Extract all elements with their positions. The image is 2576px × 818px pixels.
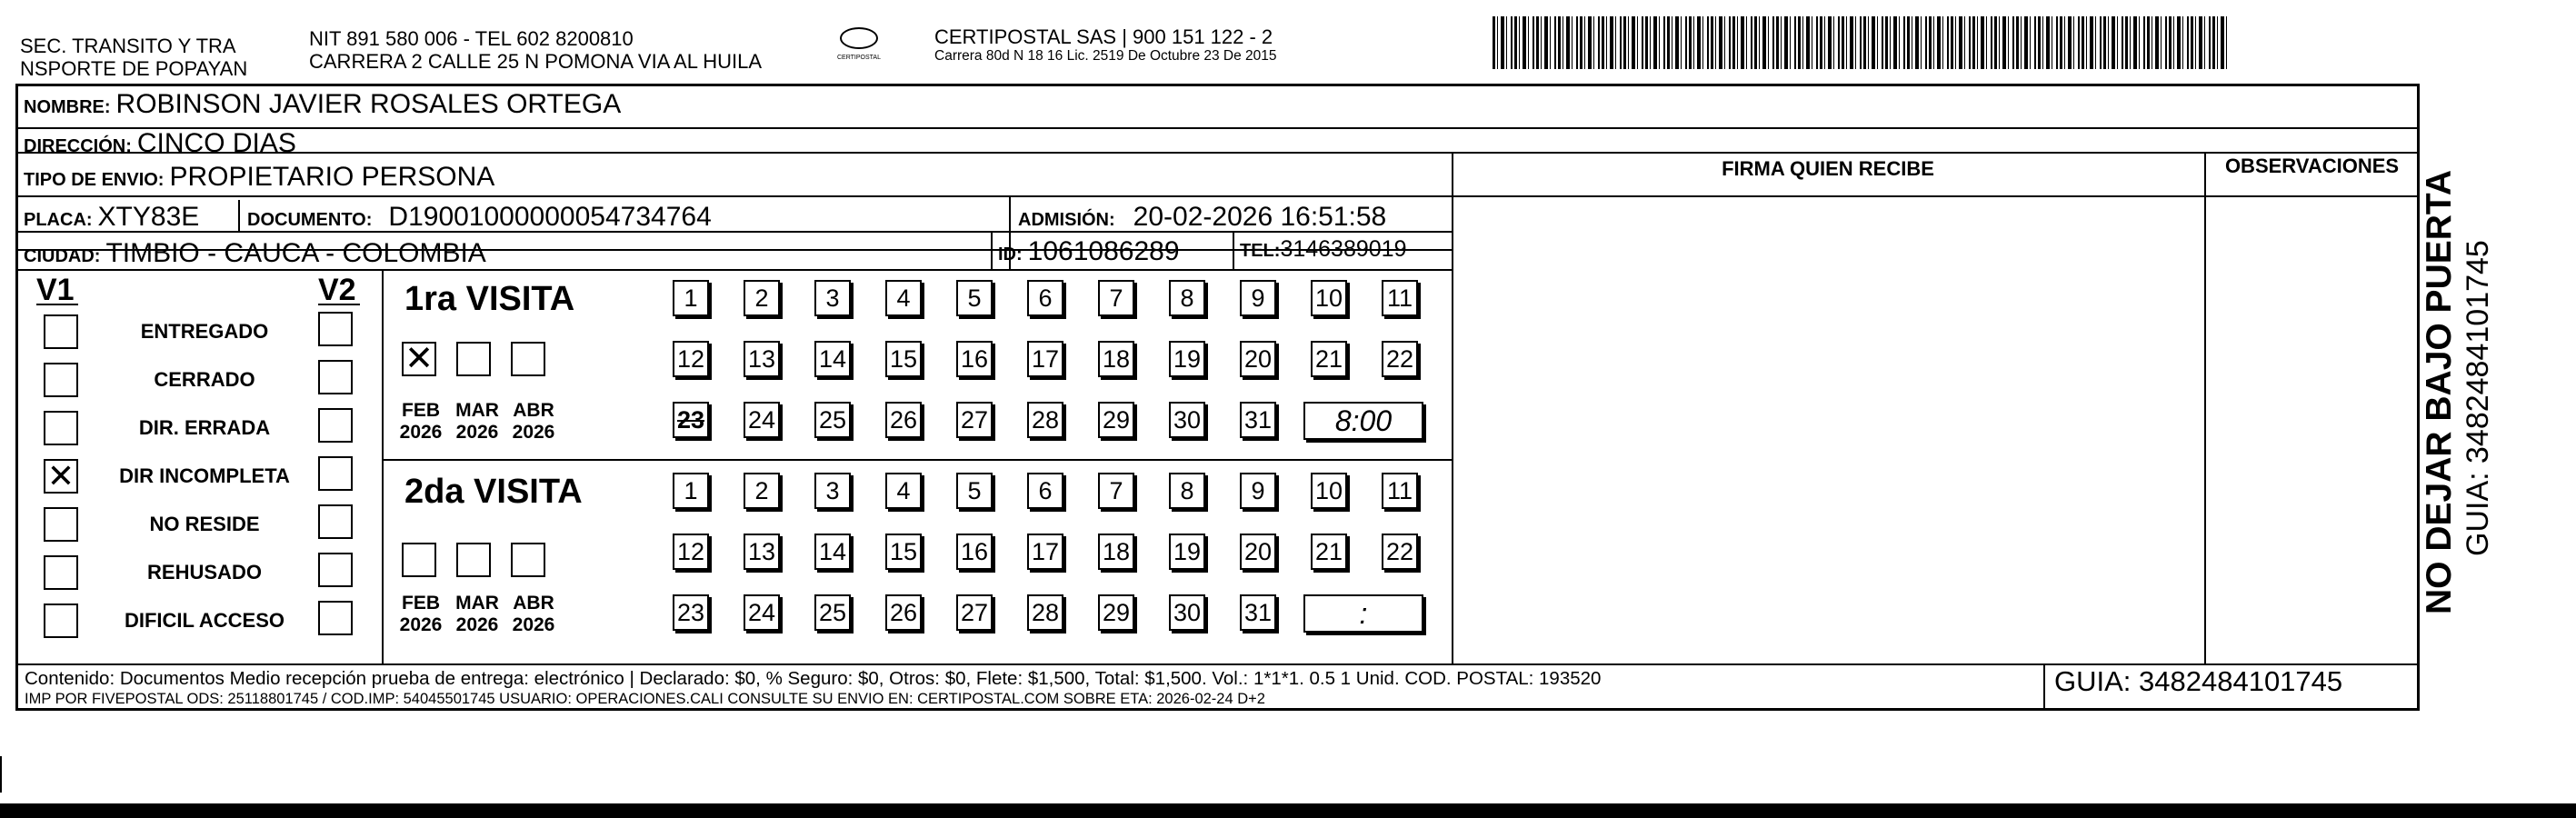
visit2-day-16[interactable]: 16: [956, 534, 993, 570]
status-v2-no-reside-checkbox[interactable]: [318, 504, 353, 539]
city-label: CIUDAD:: [24, 246, 101, 266]
city-value: TIMBIO - CAUCA - COLOMBIA: [105, 238, 486, 268]
id-row: [998, 236, 1180, 267]
visit1-day-16[interactable]: 16: [956, 341, 993, 377]
visit1-day-26[interactable]: 26: [885, 402, 922, 438]
plate-label: PLACA:: [24, 210, 93, 230]
signature-label: FIRMA QUIEN RECIBE: [1722, 157, 1934, 180]
visit2-day-15[interactable]: 15: [885, 534, 922, 570]
visit1-day-12[interactable]: 12: [673, 341, 709, 377]
visit2-day-26[interactable]: 26: [885, 594, 922, 631]
visit1-day-30[interactable]: 30: [1169, 402, 1205, 438]
visit-1-month-feb-label: FEB 2026: [399, 400, 443, 443]
id-value: 1061086289: [1027, 236, 1180, 266]
tel-row: [1240, 236, 1406, 263]
visit1-day-8[interactable]: 8: [1169, 280, 1205, 316]
visit-2-day-grid: [673, 473, 1427, 645]
status-v1-entregado-checkbox[interactable]: [44, 314, 78, 349]
observations-area[interactable]: [2207, 195, 2417, 662]
plate-row: [24, 202, 199, 233]
visit1-day-25[interactable]: 25: [814, 402, 851, 438]
visit1-day-19[interactable]: 19: [1169, 341, 1205, 377]
visit-2-title: 2da VISITA: [404, 473, 583, 511]
status-v1-no-reside-checkbox[interactable]: [44, 507, 78, 542]
status-v1-dir-errada-checkbox[interactable]: [44, 411, 78, 445]
visit2-day-2[interactable]: 2: [744, 473, 780, 509]
visit1-day-29[interactable]: 29: [1098, 402, 1134, 438]
visit-1-month-abr-label: ABR 2026: [512, 400, 555, 443]
status-v1-column: [44, 314, 78, 638]
visit1-day-31[interactable]: 31: [1240, 402, 1276, 438]
visit2-day-17[interactable]: 17: [1027, 534, 1063, 570]
visit2-day-1[interactable]: 1: [673, 473, 709, 509]
visit2-day-23[interactable]: 23: [673, 594, 709, 631]
visit-1-day-grid: [673, 280, 1427, 453]
visit-1-month-feb-checkbox[interactable]: ✕: [402, 342, 436, 376]
visit1-day-15[interactable]: 15: [885, 341, 922, 377]
visit2-day-31[interactable]: 31: [1240, 594, 1276, 631]
recipient-name: ROBINSON JAVIER ROSALES ORTEGA: [115, 89, 622, 119]
visit-1-title: 1ra VISITA: [404, 280, 575, 318]
visit2-day-13[interactable]: 13: [744, 534, 780, 570]
side-warning: NO DEJAR BAJO PUERTA: [2420, 169, 2459, 614]
status-v2-cerrado-checkbox[interactable]: [318, 360, 353, 394]
visit1-day-9[interactable]: 9: [1240, 280, 1276, 316]
visit2-day-3[interactable]: 3: [814, 473, 851, 509]
observations-label: OBSERVACIONES: [2224, 155, 2400, 177]
visit1-day-21[interactable]: 21: [1311, 341, 1347, 377]
visit1-day-3[interactable]: 3: [814, 280, 851, 316]
content-line: Contenido: Documentos Medio recepción prueba de entrega: electrónico | Declarado: $0, % Seguro: $0, Otros: $0, Flete: $1,500, Total: $1,500. Vol.: 1*1*1. 0.5 1 Unid. COD. POSTAL: 193520: [25, 668, 1602, 689]
visit2-day-19[interactable]: 19: [1169, 534, 1205, 570]
certipostal-logo: [836, 27, 882, 61]
visit2-day-8[interactable]: 8: [1169, 473, 1205, 509]
recipient-address: CINCO DIAS: [136, 128, 296, 158]
name-row: [24, 89, 621, 120]
visit2-day-20[interactable]: 20: [1240, 534, 1276, 570]
visit-1-month-mar-label: MAR 2026: [455, 400, 499, 443]
visit-2-month-feb-label: FEB 2026: [399, 593, 443, 635]
name-label: NOMBRE:: [24, 97, 111, 117]
visit2-day-5[interactable]: 5: [956, 473, 993, 509]
visit1-day-24[interactable]: 24: [744, 402, 780, 438]
visit1-day-6[interactable]: 6: [1027, 280, 1063, 316]
visit1-day-28[interactable]: 28: [1027, 402, 1063, 438]
company-info: [934, 25, 1277, 65]
visit-1-month-abr-checkbox[interactable]: [511, 342, 545, 376]
sender-name: [20, 35, 247, 80]
logo-icon: [840, 27, 878, 49]
visit1-day-2[interactable]: 2: [744, 280, 780, 316]
visit1-time-box[interactable]: 8:00: [1303, 402, 1423, 440]
signature-area[interactable]: [1454, 195, 2202, 662]
visit2-day-24[interactable]: 24: [744, 594, 780, 631]
visit2-day-27[interactable]: 27: [956, 594, 993, 631]
status-option-entregado: ENTREGADO: [140, 320, 269, 343]
visit2-day-9[interactable]: 9: [1240, 473, 1276, 509]
barcode: [1493, 16, 2231, 69]
visit-2-month-mar-label: MAR 2026: [455, 593, 499, 635]
visit2-day-25[interactable]: 25: [814, 594, 851, 631]
visit1-day-10[interactable]: 10: [1311, 280, 1347, 316]
tel-label: TEL:: [1240, 241, 1281, 261]
visit2-day-4[interactable]: 4: [885, 473, 922, 509]
status-v1-cerrado-checkbox[interactable]: [44, 363, 78, 397]
visit2-day-22[interactable]: 22: [1382, 534, 1418, 570]
visit-2-month-abr-label: ABR 2026: [512, 593, 555, 635]
address-line: CARRERA 2 CALLE 25 N POMONA VIA AL HUILA: [309, 50, 763, 73]
visit1-day-22[interactable]: 22: [1382, 341, 1418, 377]
document-label: DOCUMENTO:: [247, 210, 373, 230]
visit-1-month-mar-checkbox[interactable]: [456, 342, 491, 376]
visit-1-month-labels: [394, 400, 561, 444]
visit2-day-18[interactable]: 18: [1098, 534, 1134, 570]
visit-1-months: [402, 342, 545, 376]
address-label: DIRECCIÓN:: [24, 136, 132, 156]
visit2-day-30[interactable]: 30: [1169, 594, 1205, 631]
status-v2-dir-errada-checkbox[interactable]: [318, 408, 353, 443]
v1-label: V1: [36, 273, 75, 307]
status-v1-rehusado-checkbox[interactable]: [44, 555, 78, 590]
status-option-dir-errada: DIR. ERRADA: [138, 416, 271, 439]
visit2-day-21[interactable]: 21: [1311, 534, 1347, 570]
company-line: CERTIPOSTAL SAS | 900 151 122 - 2: [934, 25, 1273, 48]
visit1-day-27[interactable]: 27: [956, 402, 993, 438]
id-label: ID:: [998, 244, 1023, 264]
visit2-day-14[interactable]: 14: [814, 534, 851, 570]
status-v2-column: [318, 312, 353, 635]
visit1-day-11[interactable]: 11: [1382, 280, 1418, 316]
status-v1-dir-incompleta-checkbox[interactable]: ✕: [44, 459, 78, 494]
visit2-day-7[interactable]: 7: [1098, 473, 1134, 509]
company-sub: Carrera 80d N 18 16 Lic. 2519 De Octubre 23 De 2015: [934, 48, 1277, 64]
visit-2-month-mar-checkbox[interactable]: [456, 543, 491, 577]
plate-value: XTY83E: [97, 202, 200, 232]
side-guia: GUIA: 3482484101745: [2461, 240, 2495, 556]
visit2-day-10[interactable]: 10: [1311, 473, 1347, 509]
visit1-day-14[interactable]: 14: [814, 341, 851, 377]
visit-2-months: [402, 543, 545, 577]
status-v2-dificil-acceso-checkbox[interactable]: [318, 601, 353, 635]
shipment-type: PROPIETARIO PERSONA: [169, 162, 495, 192]
status-option-no-reside: NO RESIDE: [149, 513, 260, 535]
visit2-day-6[interactable]: 6: [1027, 473, 1063, 509]
visit1-day-20[interactable]: 20: [1240, 341, 1276, 377]
visit1-day-13[interactable]: 13: [744, 341, 780, 377]
status-v1-dificil-acceso-checkbox[interactable]: [44, 604, 78, 638]
admission-row: [1018, 202, 1386, 233]
v2-label: V2: [318, 273, 356, 307]
sender-line-2: NSPORTE DE POPAYAN: [20, 57, 248, 80]
visit-2-month-abr-checkbox[interactable]: [511, 543, 545, 577]
left-edge-mark: [0, 756, 2, 793]
status-option-dir-incompleta: DIR INCOMPLETA: [119, 464, 290, 487]
imp-line: IMP POR FIVEPOSTAL ODS: 25118801745 / COD.IMP: 54045501745 USUARIO: OPERACIONES.CALI CONSULTE SU ENVIO EN: CERTIPOSTAL.COM SOBRE ETA: 2026-02-24 D+2: [25, 691, 1265, 707]
status-v2-dir-incompleta-checkbox[interactable]: [318, 456, 353, 491]
logo-text: CERTIPOSTAL: [837, 55, 881, 61]
status-v2-rehusado-checkbox[interactable]: [318, 553, 353, 587]
visit1-day-17[interactable]: 17: [1027, 341, 1063, 377]
document-row: [247, 202, 712, 233]
type-label: TIPO DE ENVIO:: [24, 170, 165, 190]
type-row: [24, 162, 494, 193]
tel-value: 3146389019: [1280, 236, 1407, 262]
visit1-day-23[interactable]: 23: [673, 402, 709, 438]
visit1-day-1[interactable]: 1: [673, 280, 709, 316]
visit2-time-box[interactable]: :: [1303, 594, 1423, 633]
status-option-cerrado: CERRADO: [154, 368, 255, 391]
status-option-rehusado: REHUSADO: [147, 561, 262, 584]
status-v2-entregado-checkbox[interactable]: [318, 312, 353, 346]
sender-contact: [309, 27, 762, 73]
visit1-day-18[interactable]: 18: [1098, 341, 1134, 377]
visit2-day-11[interactable]: 11: [1382, 473, 1418, 509]
visit-2-month-feb-checkbox[interactable]: [402, 543, 436, 577]
nit-line: NIT 891 580 006 - TEL 602 8200810: [309, 27, 634, 50]
admission-label: ADMISIÓN:: [1018, 210, 1115, 230]
visit2-day-29[interactable]: 29: [1098, 594, 1134, 631]
address-row: [24, 128, 296, 159]
visit2-day-28[interactable]: 28: [1027, 594, 1063, 631]
city-row: [24, 238, 486, 269]
visit1-day-5[interactable]: 5: [956, 280, 993, 316]
visit-2-month-labels: [394, 593, 561, 636]
document-value: D19001000000054734764: [388, 202, 712, 232]
footer-guia: GUIA: 3482484101745: [2054, 665, 2343, 697]
bottom-bar: [0, 803, 2576, 818]
visit1-day-4[interactable]: 4: [885, 280, 922, 316]
admission-value: 20-02-2026 16:51:58: [1133, 202, 1387, 232]
sender-line-1: SEC. TRANSITO Y TRA: [20, 35, 236, 57]
status-option-dificil-acceso: DIFICIL ACCESO: [124, 609, 285, 632]
visit1-day-7[interactable]: 7: [1098, 280, 1134, 316]
visit2-day-12[interactable]: 12: [673, 534, 709, 570]
